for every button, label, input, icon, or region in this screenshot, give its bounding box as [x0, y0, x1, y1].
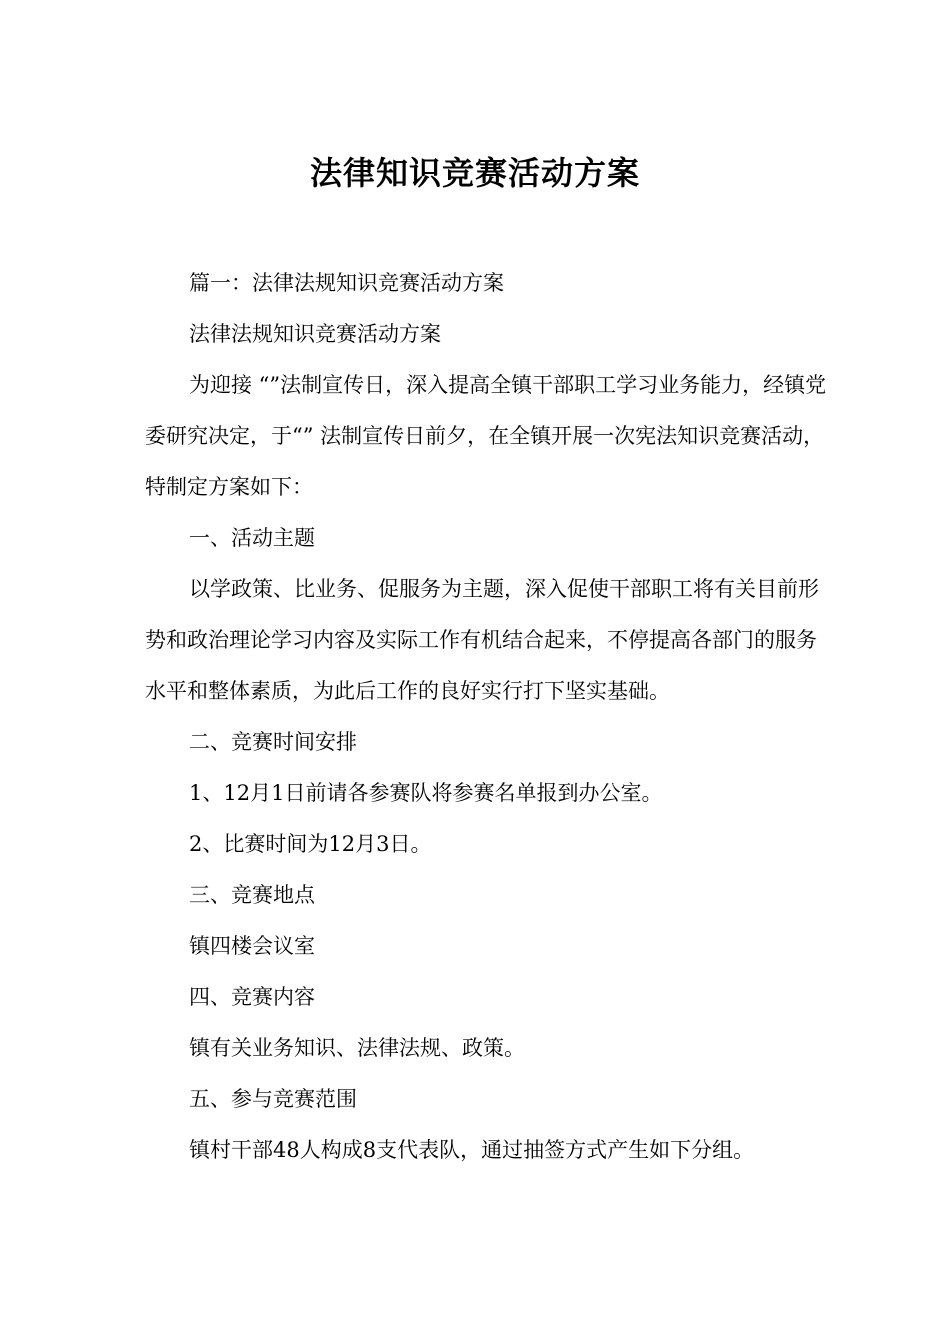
- paragraph-section-heading: 篇一：法律法规知识竞赛活动方案: [189, 271, 504, 295]
- paragraph-scope: 镇村干部48人构成8支代表队，通过抽签方式产生如下分组。: [189, 1138, 755, 1162]
- heading-theme: 一、活动主题: [189, 526, 315, 550]
- paragraph-location: 镇四楼会议室: [189, 934, 315, 958]
- heading-scope: 五、参与竞赛范围: [189, 1087, 357, 1111]
- paragraph-intro: 为迎接 “”法制宣传日，深入提高全镇干部职工学习业务能力，经镇党委研究决定，于“” 法制宣传日前夕，在全镇开展一次宪法知识竞赛活动，特制定方案如下：: [145, 373, 827, 499]
- paragraph-theme: 以学政策、比业务、促服务为主题，深入促使干部职工将有关目前形势和政治理论学习内容及实际工作有机结合起来，不停提高各部门的服务水平和整体素质，为此后工作的良好实行打下坚实基础。: [145, 577, 819, 703]
- paragraph-schedule-2: 2、比赛时间为12月3日。: [189, 832, 432, 856]
- paragraph-schedule-1: 1、12月1日前请各参赛队将参赛名单报到办公室。: [189, 781, 663, 805]
- paragraph-subtitle: 法律法规知识竞赛活动方案: [189, 322, 441, 346]
- heading-content: 四、竞赛内容: [189, 985, 315, 1009]
- heading-location: 三、竞赛地点: [189, 883, 315, 907]
- paragraph-content: 镇有关业务知识、法律法规、政策。: [189, 1036, 525, 1060]
- document-body: [145, 258, 835, 1176]
- heading-schedule: 二、竞赛时间安排: [189, 730, 357, 754]
- document-title: 法律知识竞赛活动方案: [309, 154, 640, 193]
